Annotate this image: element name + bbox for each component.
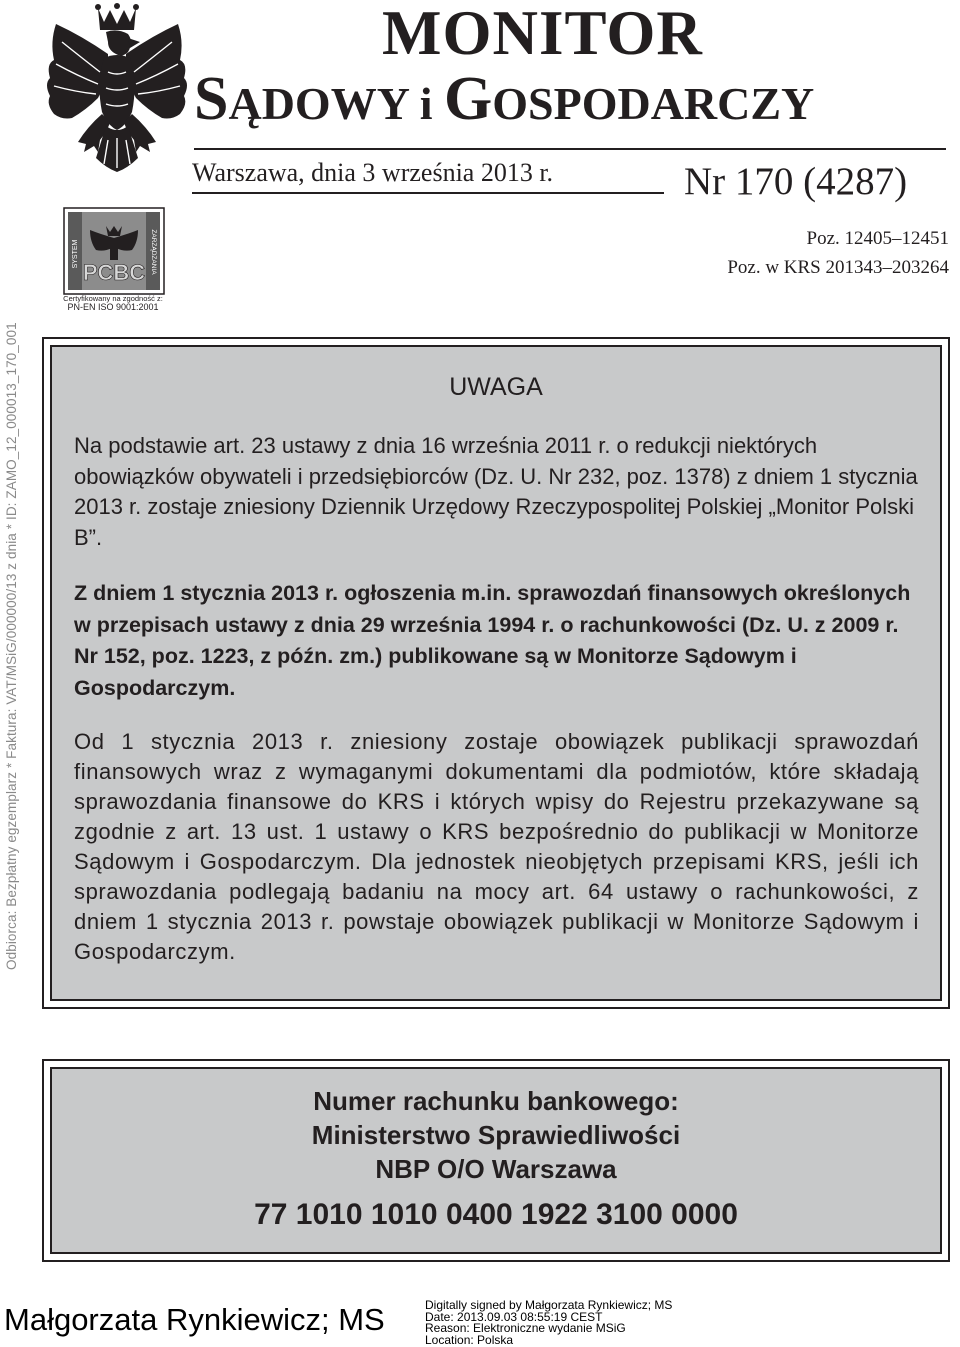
issue-number: Nr 170 (4287): [684, 160, 908, 203]
cert-mark: PCBC: [82, 260, 146, 285]
side-recipient-text: Odbiorca: Bezpłatny egzemplarz * Faktura: VAT/MSiG/000000/13 z dnia * ID: ZAMO_12_000013_170_001: [4, 322, 19, 970]
bank-branch: NBP O/O Warszawa: [375, 1154, 617, 1184]
bank-holder: Ministerstwo Sprawiedliwości: [311, 1120, 681, 1150]
polish-eagle-emblem-icon: [42, 2, 192, 187]
signature-signed-by: Digitally signed by Małgorzata Rynkiewicz; MS: [425, 1298, 673, 1312]
masthead-subtitle: [194, 64, 814, 139]
signature-details: [425, 1300, 672, 1346]
cert-caption-line1: Certyfikowany na zgodność z:: [63, 294, 163, 303]
date-underline: [192, 192, 664, 194]
krs-position-range: Poz. w KRS 201343–203264: [727, 257, 949, 278]
signer-name: Małgorzata Rynkiewicz; MS: [4, 1302, 385, 1337]
subtitle-rest-2: OSPODARCZY: [492, 78, 815, 129]
cert-caption: [60, 294, 166, 312]
signature-reason: Reason: Elektroniczne wydanie MSiG: [425, 1321, 626, 1335]
signature-date: Date: 2013.09.03 08:55:19 CEST: [425, 1309, 603, 1324]
notice-title: UWAGA: [449, 373, 543, 401]
notice-paragraph-2: Z dniem 1 stycznia 2013 r. ogłoszenia m.in. sprawozdań finansowych określonych w przepisach ustawy z dnia 29 września 1994 r. o rachunkowości (Dz. U. z 2009 r. Nr 152, poz. 1223, z późn. zm.) publikowane są w Monitorze Sądowym i Gospodarczym.: [74, 581, 911, 700]
masthead-title: MONITOR: [382, 0, 703, 68]
cert-caption-line2: PN-EN ISO 9001:2001: [67, 302, 159, 312]
subtitle-rest-1: ĄDOWY: [228, 78, 420, 129]
subtitle-cap-g: G: [444, 65, 493, 133]
issue-date: Warszawa, dnia 3 września 2013 r.: [192, 158, 554, 187]
signature-location: Location: Polska: [425, 1332, 514, 1347]
masthead-rule: [194, 148, 946, 150]
position-range: Poz. 12405–12451: [806, 228, 949, 249]
cert-left-label: SYSTEM: [72, 239, 79, 269]
subtitle-i: i: [419, 78, 444, 129]
cert-right-label: ZARZĄDZANIA: [150, 229, 157, 275]
bank-account-number: 77 1010 1010 0400 1922 3100 0000: [254, 1198, 738, 1231]
subtitle-cap-s: S: [194, 65, 229, 133]
bank-heading: Numer rachunku bankowego:: [313, 1086, 679, 1116]
notice-paragraph-3: Od 1 stycznia 2013 r. zniesiony zostaje obowiązek publikacji sprawozdań finansowych wraz z wymaganymi dokumentami dla podmiotów, które składają sprawozdania finansowe do KRS i których wpisy do Rejestru przekazywane są zgodnie z art. 13 ust. 1 ustawy o KRS bezpośrednio do publikacji w Monitorze Sądowym i Gospodarczym. Dla jednostek nieobjętych przepisami KRS, jeśli ich sprawozdania podlegają badaniu na mocy art. 64 ustawy o rachunkowości, z dniem 1 stycznia 2013 r. powstaje obowiązek publikacji w Monitorze Sądowym i Gospodarczym.: [74, 729, 919, 964]
notice-paragraph-1: Na podstawie art. 23 ustawy z dnia 16 września 2011 r. o redukcji niektórych obowiązków obywateli i przedsiębiorców (Dz. U. Nr 232, poz. 1378) z dniem 1 stycznia 2013 r. zostaje zniesiony Dziennik Urzędowy Rzeczypospolitej Polskiej „Monitor Polski B”.: [74, 433, 918, 550]
